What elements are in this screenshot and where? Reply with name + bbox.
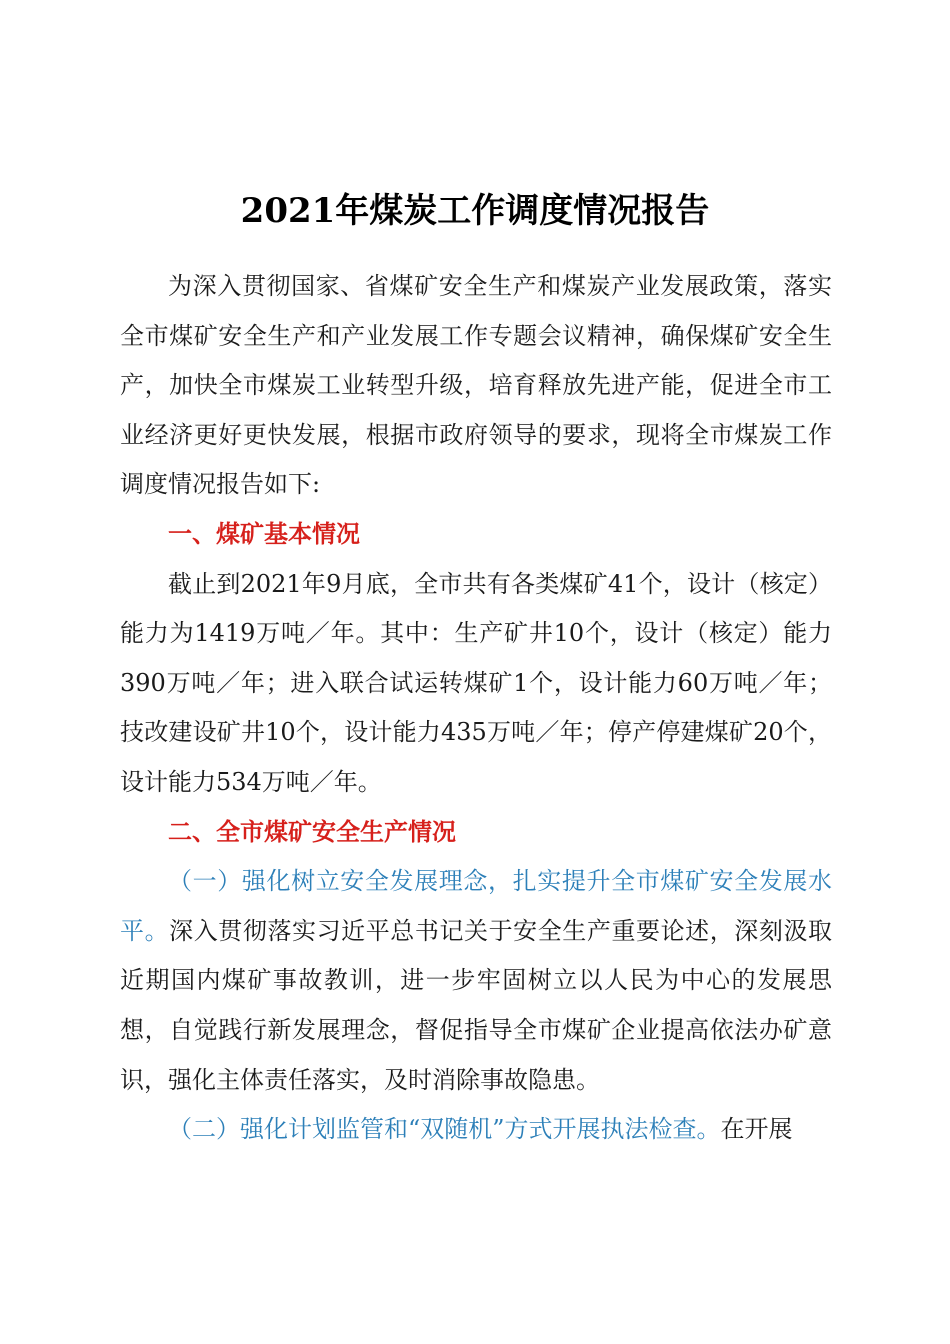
section-heading-basic-info: 一、煤矿基本情况 [168,519,360,548]
safety-paragraph-1 [120,857,832,1105]
section-paragraph-basic-info: 截止到2021年9月底，全市共有各类煤矿41个，设计（核定）能力为1419万吨／年。其中：生产矿井10个，设计（核定）能力390万吨／年；进入联合试运转煤矿1个，设计能力60万吨／年；技改建设矿井10个，设计能力435万吨／年；停产停建煤矿20个，设计能力534万吨／年。 [120,569,832,796]
safety-paragraph-2 [120,1105,832,1155]
subparagraph-2-text: 在开展 [720,1115,793,1144]
intro-paragraph: 为深入贯彻国家、省煤矿安全生产和煤炭产业发展政策，落实全市煤矿安全生产和产业发展工作专题会议精神，确保煤矿安全生产，加快全市煤炭工业转型升级，培育释放先进产能，促进全市工业经济更好更快发展，根据市政府领导的要求，现将全市煤炭工作调度情况报告如下: [120,272,832,499]
subheading-1: （一）强化树立安全发展理念，扎实提升全市煤矿安全发展水平。 [120,867,832,945]
section-heading-safety: 二、全市煤矿安全生产情况 [168,817,456,846]
subheading-2: （二）强化计划监管和“双随机”方式开展执法检查。 [168,1115,721,1144]
subparagraph-1-text: 深入贯彻落实习近平总书记关于安全生产重要论述，深刻汲取近期国内煤矿事故教训，进一步牢固树立以人民为中心的发展思想，自觉践行新发展理念，督促指导全市煤矿企业提高依法办矿意识，强化主体责任落实，及时消除事故隐患。 [120,916,833,1094]
document-title: 2021年煤炭工作调度情况报告 [240,191,710,231]
document-body [120,262,832,1155]
